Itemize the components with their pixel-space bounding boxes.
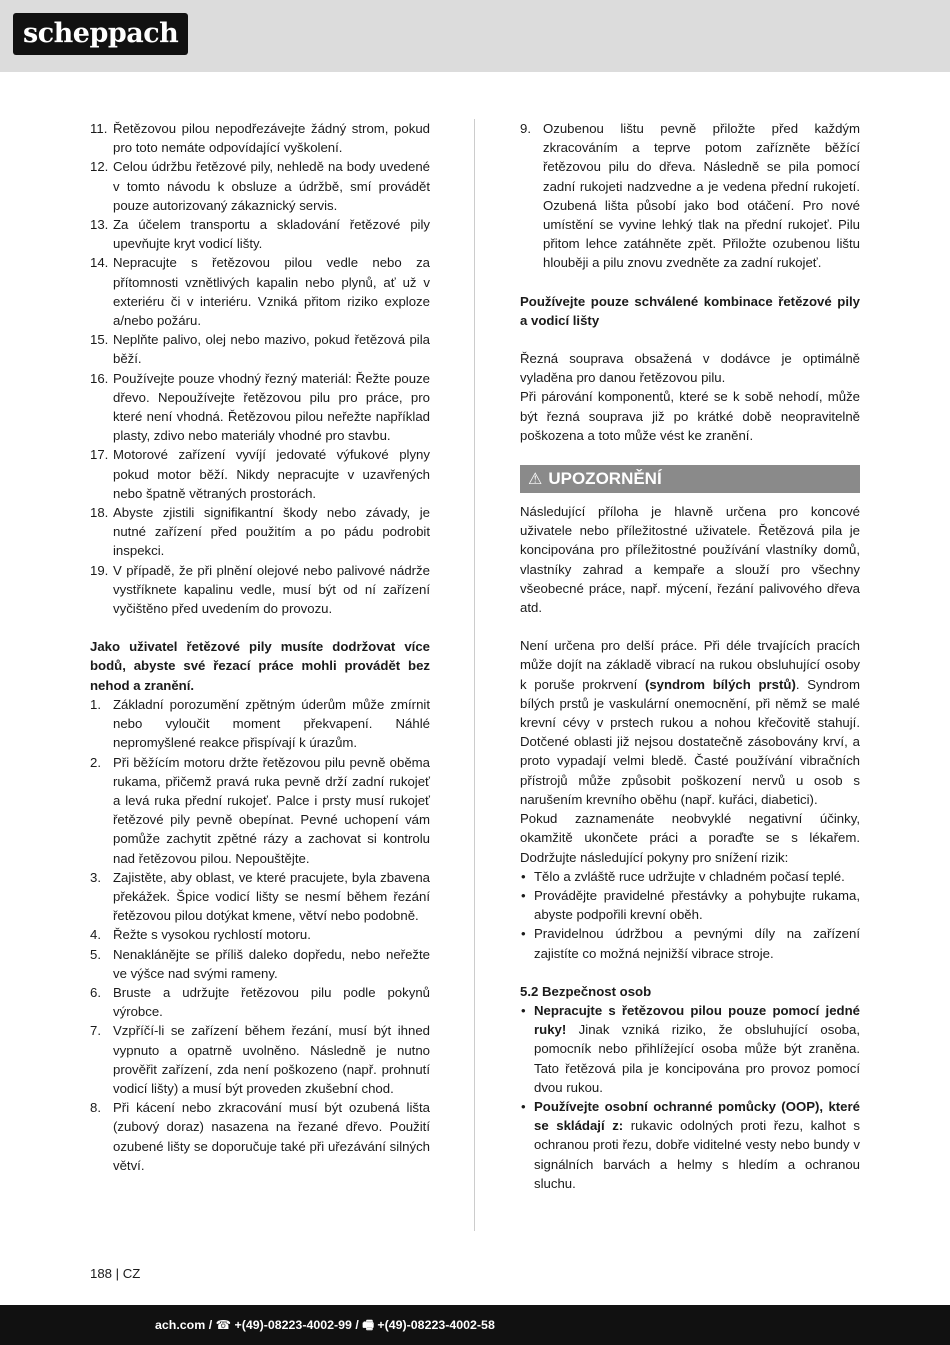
personal-safety-list — [520, 1001, 860, 1193]
combo-paragraph-2: Při párování komponentů, které se k sobě nehodí, může být řezná souprava již po krátké době neopravitelně poškozena a toto může vést ke zranění. — [520, 389, 860, 443]
page-number: 188 | CZ — [90, 1266, 141, 1281]
page-header — [0, 0, 950, 72]
list-item: 18. Abyste zjistili signifikantní škody nebo závady, je nutné zařízení před použitím a po pádu podrobit inspekci. — [90, 505, 430, 559]
operator-list-continued — [520, 119, 860, 273]
list-item: 12. Celou údržbu řetězové pily, nehledě na body uvedené v tomto návodu k obsluze a údržbě, smí provádět pouze autorizovaný zákaznický servis. — [90, 159, 430, 213]
column-divider — [474, 119, 475, 1231]
list-item: • Používejte osobní ochranné pomůcky (OOP), které se skládají z: rukavic odolných proti řezu, kalhot s ochranou proti řezu, dobře viditelné vesty nebo bundy v signálních barvách a helmy s hledím a ochranou sluchu. — [520, 1097, 860, 1193]
left-column — [90, 119, 430, 1175]
list-item: 2. Při běžícím motoru držte řetězovou pilu pevně oběma rukama, přičemž pravá ruka pevně drží zadní rukojeť a levá ruka přední rukojeť. Palce i prsty musí rukojeť řetězové pily pevně obepínat. Pevné uchopení vám pomůže zachytit zpětné rázy a zachovat si kontrolu nad řetězovou pilou. Nepouštějte. — [90, 754, 430, 866]
list-item: 6. Bruste a udržujte řetězovou pilu podle pokynů výrobce. — [90, 984, 430, 1020]
list-item: 13. Za účelem transportu a skladování řetězové pily upevňujte kryt vodicí lišty. — [90, 217, 430, 252]
list-item: • Nepracujte s řetězovou pilou pouze pomocí jedné ruky! Jinak vzniká riziko, že obsluhující osoba, pomocník nebo přihlížející osoba může být zraněna. Tato řetězová pila je koncipována pro provoz pomocí dvou rukou. — [520, 1001, 860, 1097]
warning-paragraph-1: Následující příloha je hlavně určena pro koncové uživatele nebo příležitostné uživatele. Řetězová pila je koncipována pro příležitostné používání vlastníky domů, vlastníky zahrad a kempaře a slouží pro všechny všeobecné práce, např. mýcení, řezání palivového dřeva atd. — [520, 504, 860, 616]
warning-triangle-icon: ⚠ — [528, 469, 543, 489]
operator-intro: Jako uživatel řetězové pily musíte dodržovat více bodů, abyste své řezací práce mohli provádět bez nehod a zranění. — [90, 639, 430, 693]
scheppach-logo: scheppach — [13, 13, 188, 55]
list-item: 15. Neplňte palivo, olej nebo mazivo, pokud řetězová pila běží. — [90, 332, 430, 367]
list-item: 19. V případě, že při plnění olejové nebo palivové nádrže vystříknete kapalinu vedle, musí být od ní zařízení vyčištěno před uvedením do provozu. — [90, 562, 430, 617]
combo-heading: Používejte pouze schválené kombinace řetězové pily a vodicí lišty — [520, 293, 860, 328]
list-item: 3. Zajistěte, aby oblast, ve které pracujete, byla zbavena překážek. Špice vodicí lišty se nesmí během řezání řetězovou pilou dotýkat kmene, větví nebo podobně. — [90, 869, 430, 924]
operator-list — [90, 695, 430, 1175]
contact-info: ach.com / ☎ +(49)-08223-4002-99 / 🖷 +(49)-08223-4002-58 — [155, 1318, 495, 1332]
list-item: 7. Vzpříčí-li se zařízení během řezání, musí být ihned vypnuto a opatrně uvolněno. Následně je nutno prověřit zařízení, zda není poškozeno (např. prohnutí vodicí lišty) a musí být proveden zkušební chod. — [90, 1023, 430, 1096]
warning-label: UPOZORNĚNÍ — [548, 469, 662, 489]
warning-paragraph-3: Pokud zaznamenáte neobvyklé negativní účinky, okamžitě ukončete práci a poraďte se s lékařem. Dodržujte následující pokyny pro snížení rizik: — [520, 811, 860, 865]
warning-paragraph-2: Není určena pro delší práce. Při déle trvajících pracích může dojít na základě vibrací na rukou obsluhující osoby k poruše prokrvení (syndrom bílých prstů). Syndrom bílých prstů je vaskulární onemocnění, při němž se malé krevní cévy v prstech rukou a nohou křečovitě stahují. Dotčené oblasti již nejsou dostatečně zásobovány krví, a proto vypadají velmi bledě. Časté používání vibračních přístrojů může způsobit poškození nervů u osob s narušením krevního oběhu (např. kuřáci, diabetici). — [520, 638, 860, 807]
list-item: 8. Při kácení nebo zkracování musí být ozubená lišta (zubový doraz) nasazena na řezané dřevo. Použití ozubené lišty se doporučuje také při uřezávání silných větví. — [90, 1100, 430, 1173]
list-item: 9. Ozubenou lištu pevně přiložte před každým zkracováním a teprve potom zařízněte běžící řetězovou pilu do dřeva. Následně se pila pomocí zadní rukojeti nadzvedne a je vedena přední rukojetí. Ozubená lišta působí jako bod otáčení. Pro nové umístění se vyvine lehký tlak na přední rukojeť. Pilu přitom lehce zatáhněte zpět. Přiložte ozubenou lištu hlouběji a pilu znovu zvedněte za zadní rukojeť. — [520, 121, 860, 271]
list-item: • Provádějte pravidelné přestávky a pohybujte rukama, abyste podpořili krevní oběh. — [520, 886, 860, 924]
list-item: 14. Nepracujte s řetězovou pilou vedle nebo za přítomnosti vznětlivých kapalin nebo plynů, ať už v exteriéru či v interiéru. Vzniká přitom riziko exploze a/nebo požáru. — [90, 255, 430, 329]
vibration-tips-list — [520, 867, 860, 963]
section-heading-personal-safety: 5.2 Bezpečnost osob — [520, 983, 652, 999]
safety-list-continued — [90, 119, 430, 618]
list-item: 4. Řežte s vysokou rychlostí motoru. — [90, 927, 311, 943]
list-item: • Tělo a zvláště ruce udržujte v chladném počasí teplé. — [520, 867, 860, 886]
list-item: • Pravidelnou údržbou a pevnými díly na zařízení zajistíte co možná nejnižší vibrace stroje. — [520, 924, 860, 962]
page-footer — [0, 1305, 950, 1345]
list-item: 11. Řetězovou pilou nepodřezávejte žádný strom, pokud pro toto nemáte odpovídající vyškolení. — [90, 121, 430, 156]
right-column — [520, 119, 860, 1193]
list-item: 5. Nenaklánějte se příliš daleko dopředu, nebo neřežte ve výšce nad svými rameny. — [90, 946, 430, 981]
list-item: 1. Základní porozumění zpětným úderům může zmírnit nebo vyloučit moment překvapení. Náhlé nepromyšlené reakce přispívají k úrazům. — [90, 696, 430, 751]
list-item: 16. Používejte pouze vhodný řezný materiál: Řežte pouze dřevo. Nepoužívejte řetězovou pilu pro práce, pro které není vhodná. Řetězovou pilou neřežte například plasty, zdivo nebo materiály vhodné pro stavbu. — [90, 370, 430, 444]
list-item: 17. Motorové zařízení vyvíjí jedovaté výfukové plyny pokud motor běží. Nikdy nepracujte v uzavřených nebo špatně větraných prostorách. — [90, 447, 430, 501]
combo-paragraph-1: Řezná souprava obsažená v dodávce je optimálně vyladěna pro danou řetězovou pilu. — [520, 351, 860, 386]
warning-banner — [520, 465, 860, 493]
